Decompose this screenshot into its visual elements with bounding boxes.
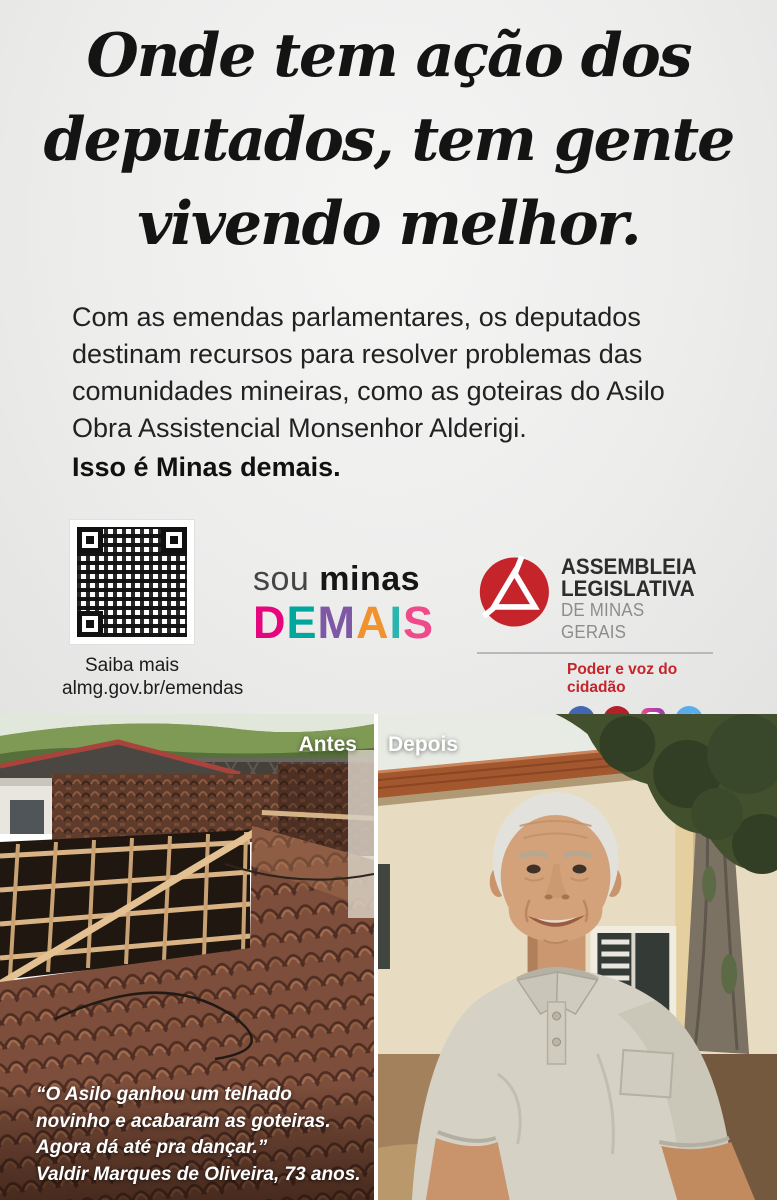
intro-line-2: destinam recursos para resolver problemas das [72, 339, 643, 369]
demais-letter: M [317, 597, 357, 648]
headline-line-3: vivendo melhor. [137, 189, 640, 259]
almg-tagline: Poder e voz do cidadão [567, 661, 678, 696]
qr-caption-line2: almg.gov.br/emendas [62, 678, 244, 699]
qr-finder-icon [161, 527, 187, 553]
quote-line-2: novinho e acabaram as goteiras. [36, 1110, 331, 1132]
demais-word [253, 598, 453, 648]
demais-letter: D [253, 597, 287, 648]
after-label: Depois [388, 733, 459, 756]
almg-emblem-icon [477, 552, 552, 632]
intro-line-3: comunidades mineiras, como as goteiras do Asilo [72, 376, 665, 406]
quote-line-3: Agora dá até pra dançar.” [36, 1137, 268, 1158]
qr-code [70, 520, 194, 644]
qr-pattern [77, 527, 187, 637]
man-photo-illustration [378, 714, 777, 1200]
intro-paragraph [72, 299, 722, 486]
intro-emphasis: Isso é Minas demais. [72, 452, 341, 482]
almg-divider [477, 652, 713, 654]
almg-name-line3: DE MINAS GERAIS [560, 600, 645, 642]
headline [0, 14, 777, 266]
demais-letter: S [403, 597, 435, 648]
almg-name-line1: ASSEMBLEIA [560, 554, 697, 579]
demais-letter: I [389, 597, 404, 648]
quote-line-1: “O Asilo ganhou um telhado [36, 1084, 292, 1105]
headline-line-2: deputados, tem gente [43, 105, 734, 175]
intro-line-1: Com as emendas parlamentares, os deputados [72, 302, 641, 332]
qr-caption-line1: Saiba mais [85, 655, 179, 676]
sou-minas-demais-logo [253, 560, 453, 648]
qr-finder-icon [77, 527, 103, 553]
almg-name-line2: LEGISLATIVA [560, 575, 695, 601]
before-label: Antes [298, 733, 357, 756]
almg-logo [477, 552, 713, 734]
qr-finder-icon [77, 611, 103, 637]
demais-letter: A [356, 597, 390, 648]
photo-before [0, 714, 374, 1200]
intro-line-4: Obra Assistencial Monsenhor Alderigi. [72, 413, 527, 443]
demais-letter: E [286, 597, 318, 648]
sou-minas-line [253, 560, 453, 598]
minas-word: minas [319, 560, 421, 598]
sou-word: sou [253, 560, 310, 598]
headline-line-1: Onde tem ação dos [86, 21, 691, 91]
photos-section [0, 714, 777, 1200]
photo-after [378, 714, 777, 1200]
quote-line-4: Valdir Marques de Oliveira, 73 anos. [36, 1163, 361, 1185]
quote-block [36, 1082, 361, 1188]
qr-block [62, 520, 244, 700]
